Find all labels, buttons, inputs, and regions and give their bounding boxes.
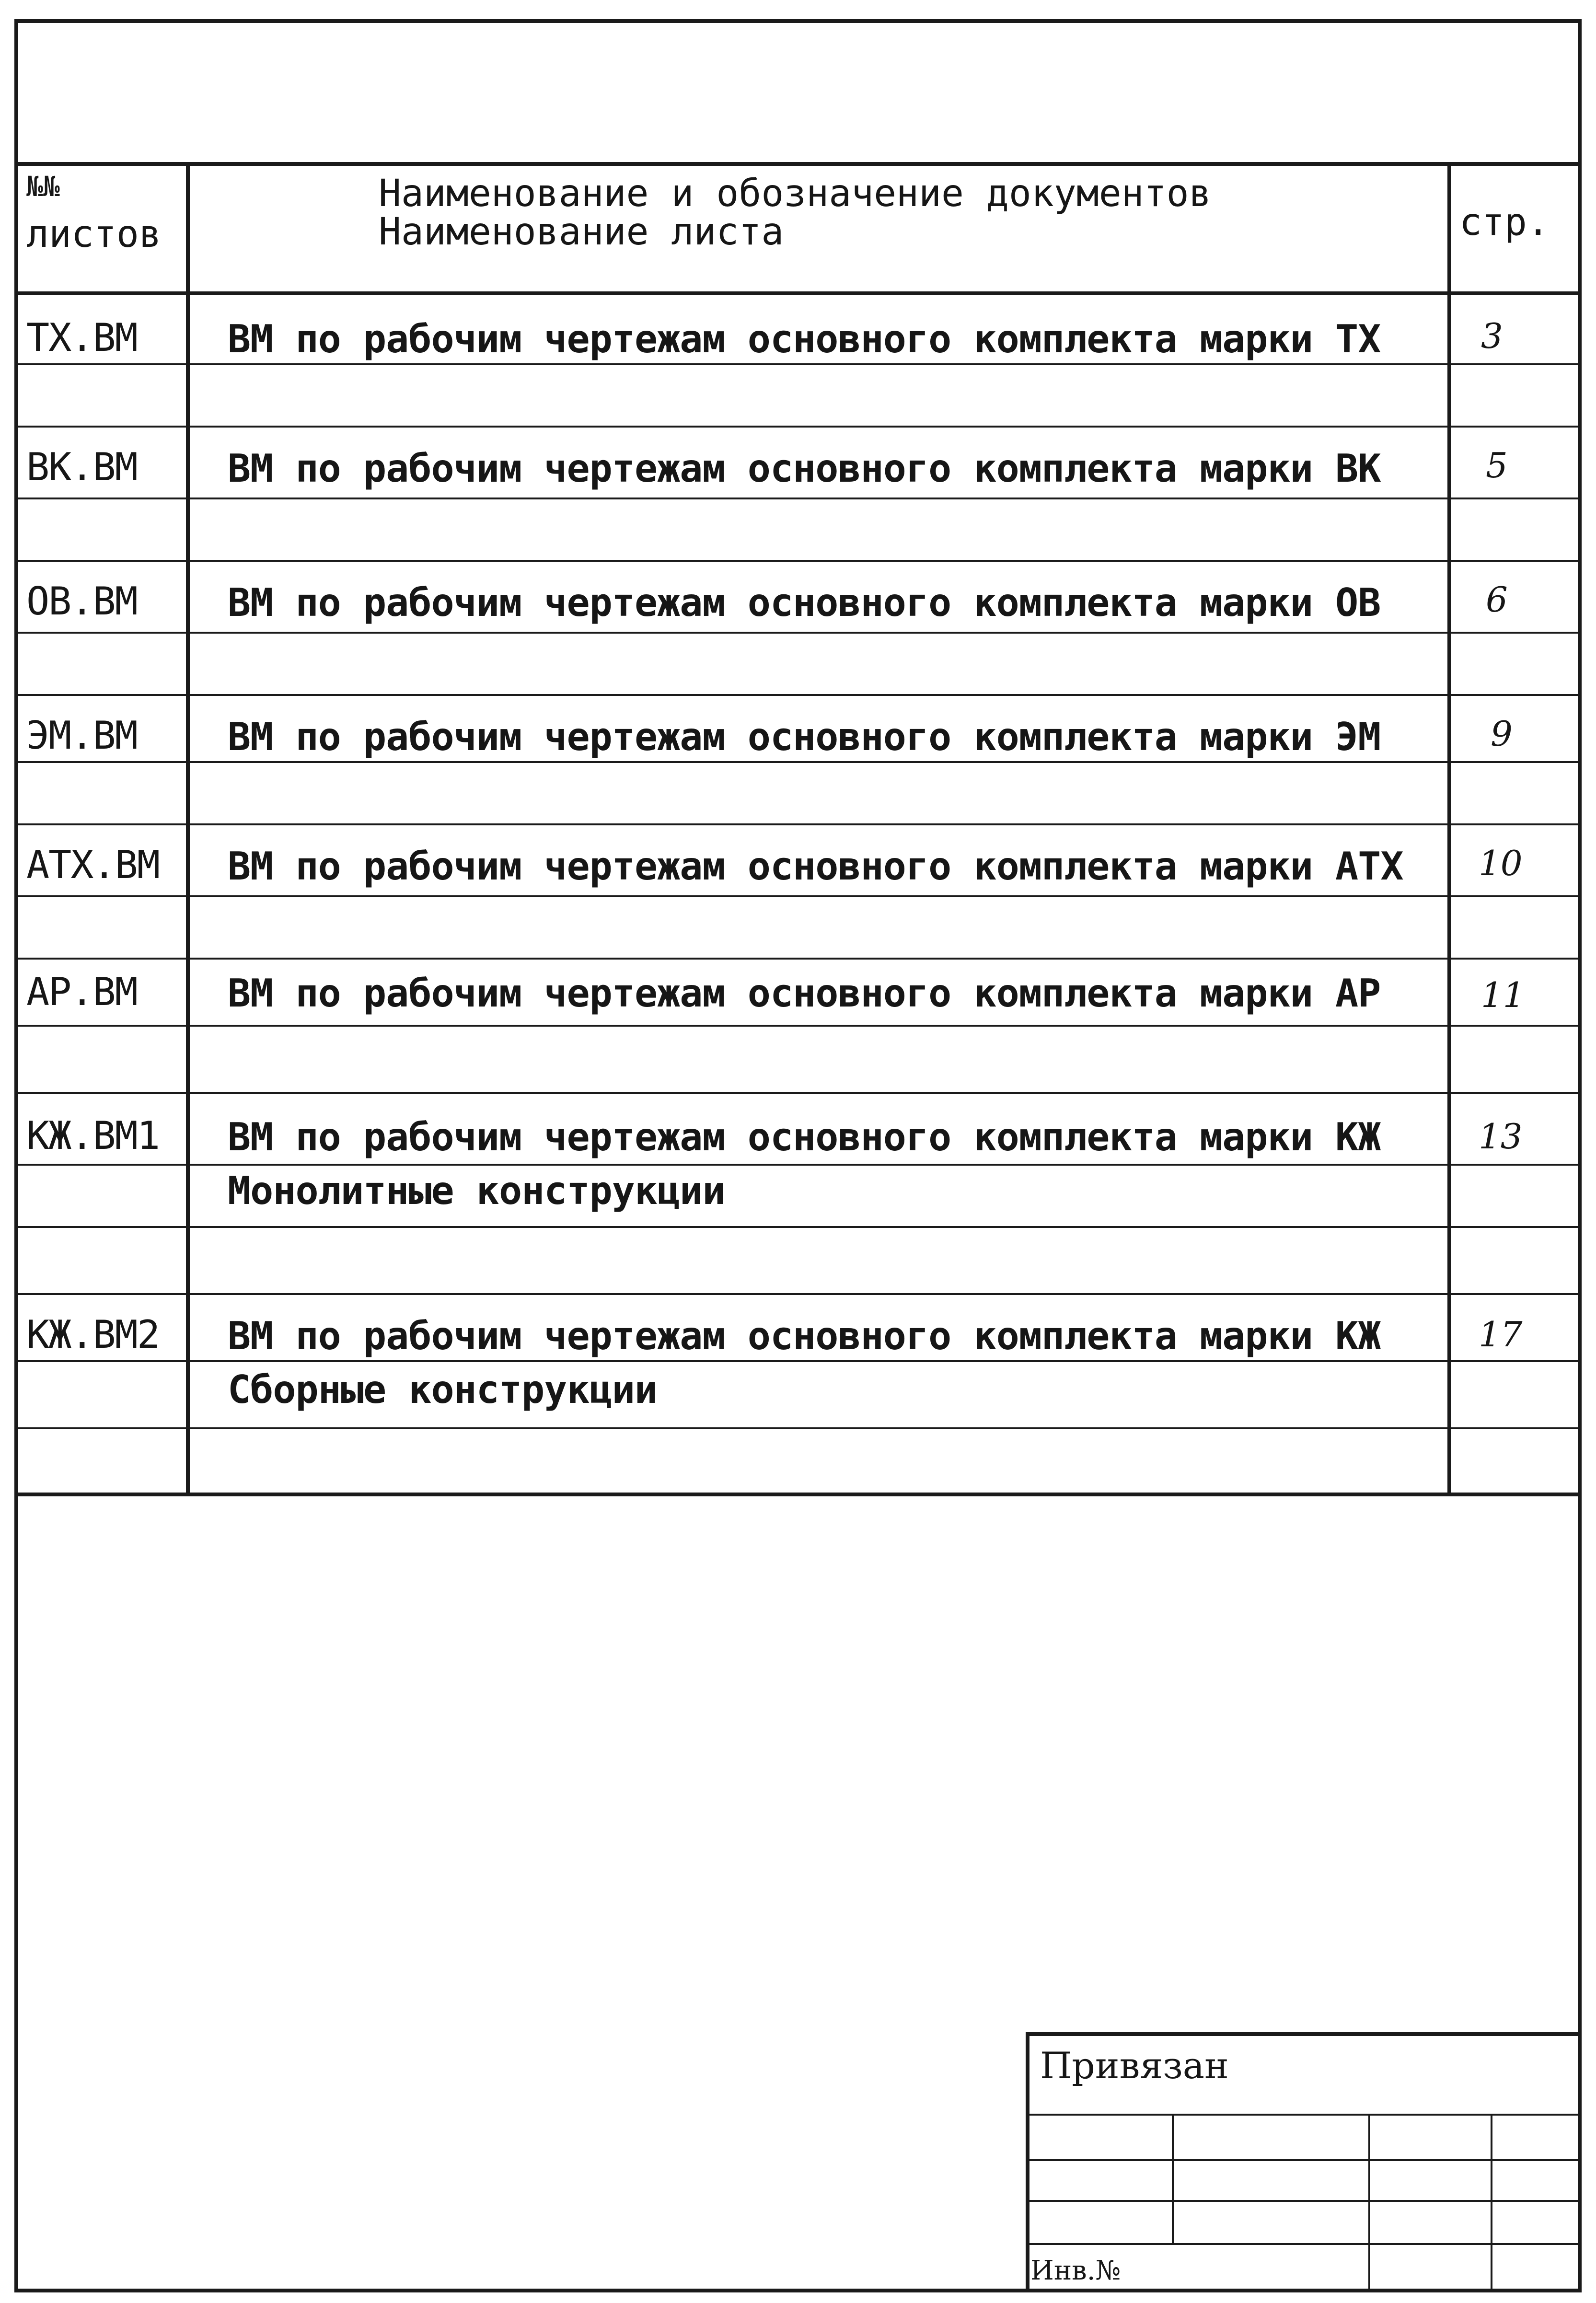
row-page: 6 [1486,579,1508,620]
row-name: ВМ по рабочим чертежам основного комплекта марки ЭМ [228,715,1381,759]
row-name: ВМ по рабочим чертежам основного комплекта марки ТХ [228,317,1381,361]
row-code: КЖ.ВМ1 [26,1113,159,1158]
row-code: ОВ.ВМ [26,579,137,624]
row-subname: Сборные конструкции [228,1367,658,1412]
row-code: ЭМ.ВМ [26,713,137,758]
row-name: ВМ по рабочим чертежам основного комплекта марки ОВ [228,580,1381,625]
row-page: 13 [1479,1116,1523,1157]
row-page: 10 [1479,843,1523,883]
header-document-name: Наименование и обозначение документов [379,172,1212,215]
header-sheets-number: №№ [26,170,60,203]
row-name: ВМ по рабочим чертежам основного комплекта марки КЖ [228,1314,1381,1358]
row-page: 11 [1481,975,1525,1015]
row-page: 9 [1491,714,1513,754]
header-sheets-label: листов [26,213,162,256]
row-page: 5 [1486,445,1508,486]
stamp-title: Привязан [1040,2044,1229,2087]
header-sheet-name: Наименование листа [379,210,784,254]
header-page: стр. [1459,201,1550,244]
row-page: 17 [1479,1314,1523,1354]
row-page: 3 [1481,316,1503,356]
row-name: ВМ по рабочим чертежам основного комплекта марки АТХ [228,844,1403,889]
row-code: АТХ.ВМ [26,843,159,887]
row-subname: Монолитные конструкции [228,1169,725,1213]
row-name: ВМ по рабочим чертежам основного комплекта марки КЖ [228,1115,1381,1159]
row-code: ВК.ВМ [26,445,137,489]
row-code: КЖ.ВМ2 [26,1312,159,1357]
row-code: АР.ВМ [26,970,137,1014]
stamp-inventory: Инв.№ [1030,2255,1121,2286]
row-code: ТХ.ВМ [26,315,137,360]
row-name: ВМ по рабочим чертежам основного комплекта марки АР [228,971,1381,1016]
row-name: ВМ по рабочим чертежам основного комплекта марки ВК [228,446,1381,491]
